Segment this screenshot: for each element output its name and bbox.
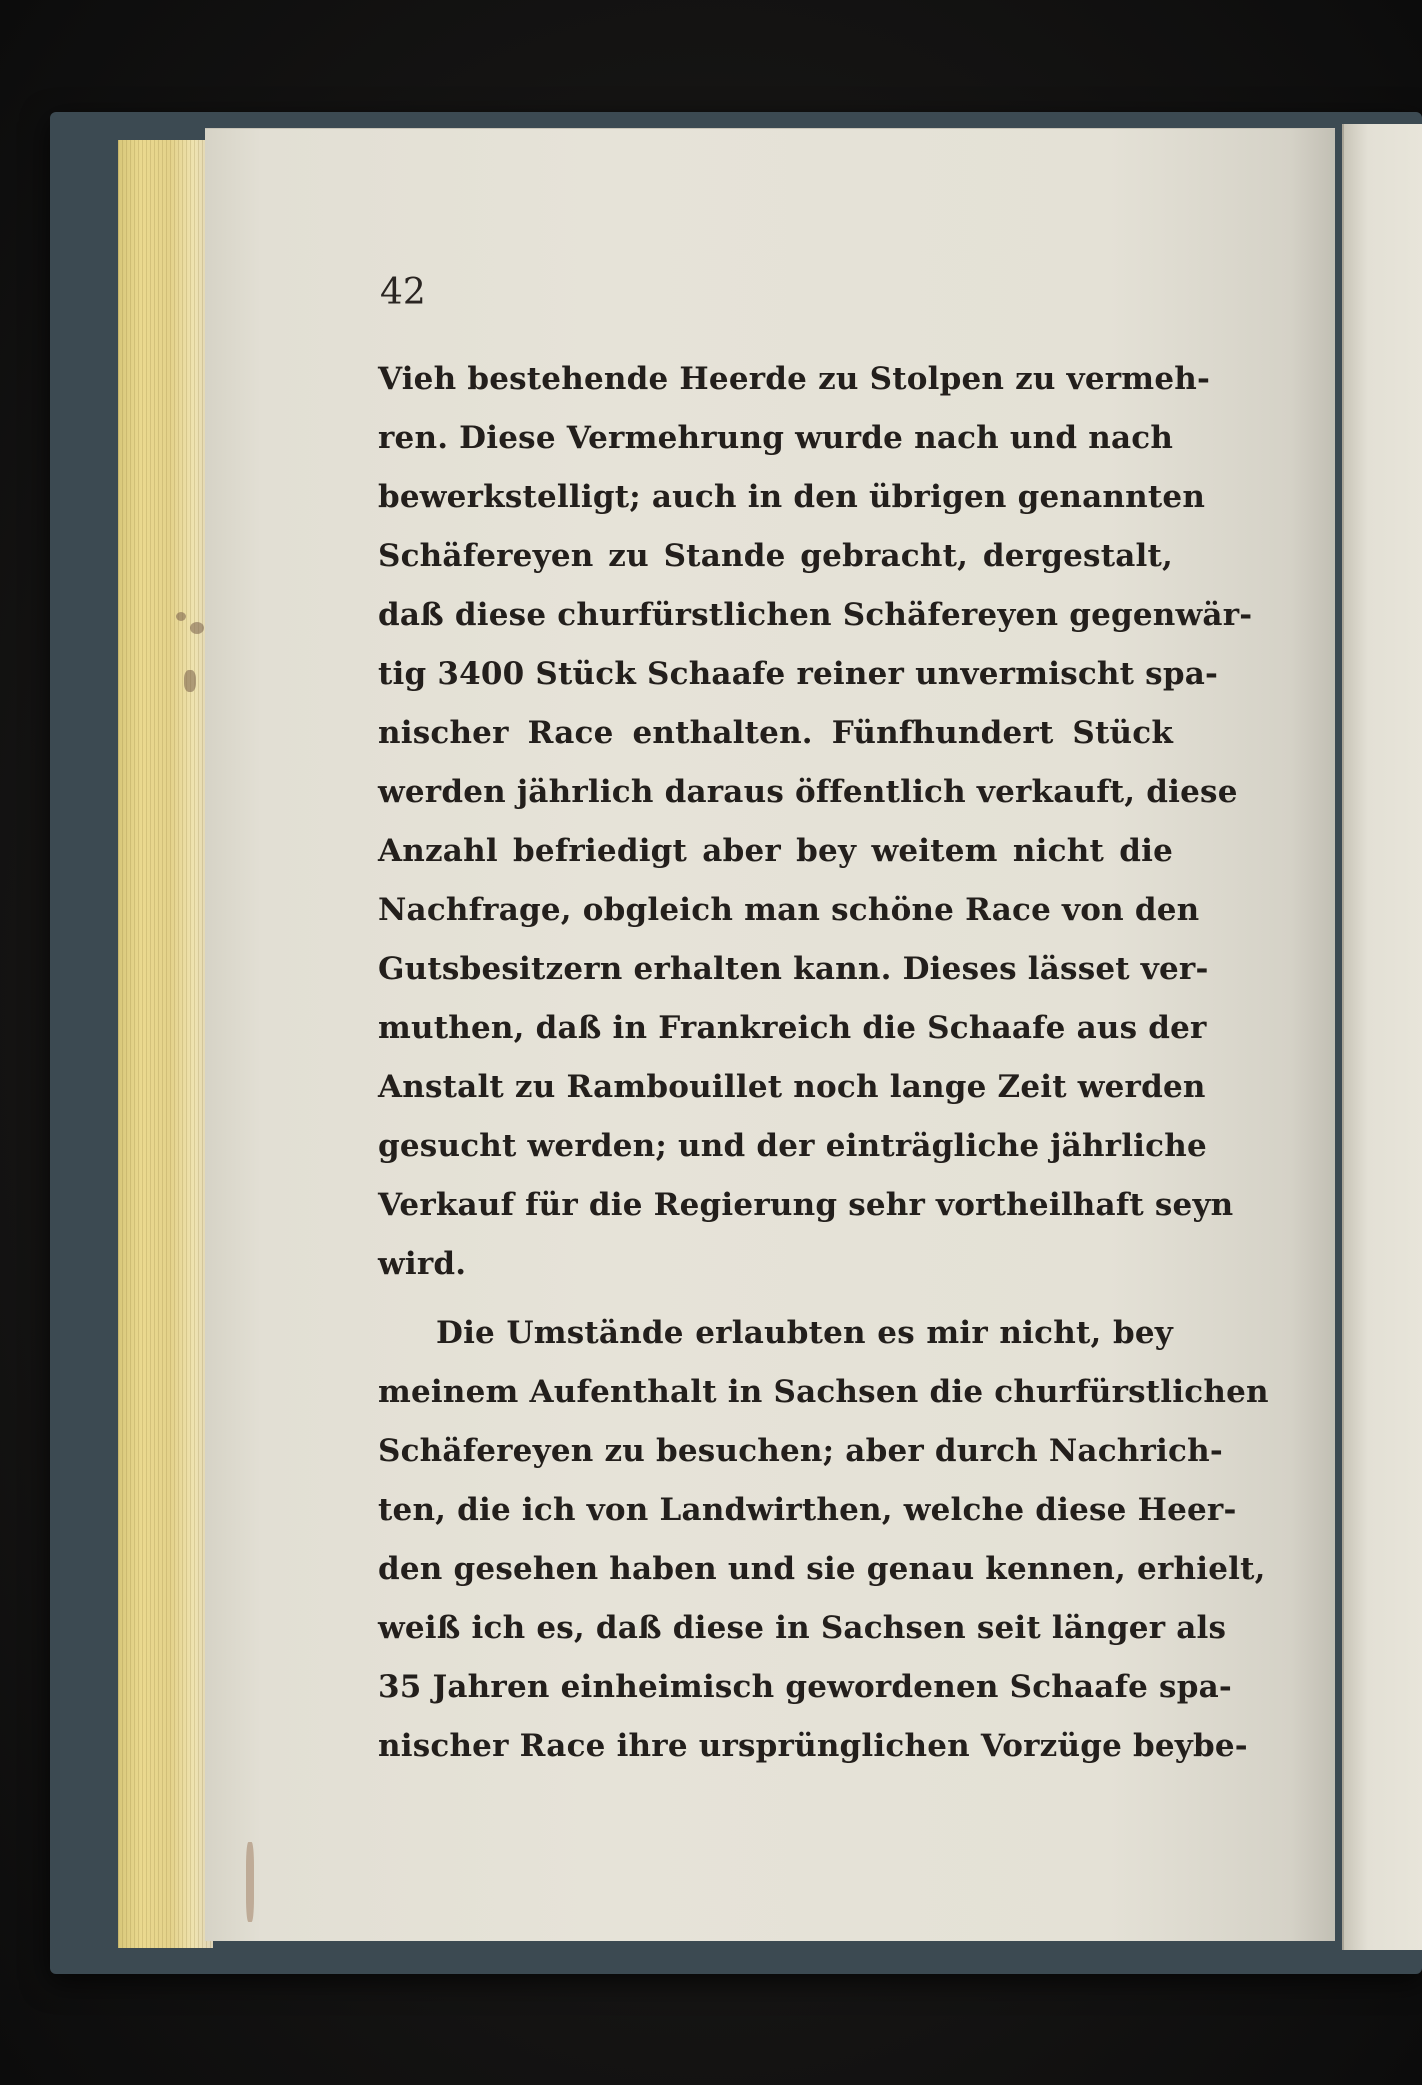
text-line: weiß ich es, daß diese in Sachsen seit länger als xyxy=(378,1610,1227,1646)
paragraph xyxy=(378,1304,1269,1776)
text-line: daß diese churfürstlichen Schäfereyen gegenwär- xyxy=(378,597,1253,633)
text-line: werden jährlich daraus öffentlich verkauft, diese xyxy=(378,774,1238,810)
text-line: nischer Race ihre ursprünglichen Vorzüge beybe- xyxy=(378,1728,1248,1764)
body-text xyxy=(378,350,1269,1776)
text-line: meinem Aufenthalt in Sachsen die churfürstlichen xyxy=(378,1374,1269,1410)
text-line: Schäfereyen zu Stande gebracht, dergestalt, xyxy=(378,538,1173,574)
text-line: muthen, daß in Frankreich die Schaafe aus der xyxy=(378,1010,1207,1046)
page-number: 42 xyxy=(380,272,426,313)
text-line: Die Umstände erlaubten es mir nicht, bey xyxy=(436,1315,1173,1351)
text-line: Anstalt zu Rambouillet noch lange Zeit werden xyxy=(378,1069,1206,1105)
foxing-stain xyxy=(184,670,196,692)
text-line: Anzahl befriedigt aber bey weitem nicht die xyxy=(378,833,1173,869)
text-line: Gutsbesitzern erhalten kann. Dieses lässet ver- xyxy=(378,951,1209,987)
paragraph xyxy=(378,350,1253,1294)
text-line: nischer Race enthalten. Fünfhundert Stück xyxy=(378,715,1173,751)
foxing-stain xyxy=(246,1842,254,1922)
text-line: Nachfrage, obgleich man schöne Race von den xyxy=(378,892,1200,928)
text-line: ren. Diese Vermehrung wurde nach und nach xyxy=(378,420,1174,456)
text-line: Schäfereyen zu besuchen; aber durch Nachrich- xyxy=(378,1433,1223,1469)
text-line: 35 Jahren einheimisch gewordenen Schaafe spa- xyxy=(378,1669,1232,1705)
text-line: den gesehen haben und sie genau kennen, erhielt, xyxy=(378,1551,1266,1587)
text-line: bewerkstelligt; auch in den übrigen genannten xyxy=(378,479,1206,515)
foxing-stain xyxy=(176,612,186,621)
foxing-stain xyxy=(190,622,204,634)
text-line: Verkauf für die Regierung sehr vortheilhaft seyn xyxy=(378,1187,1234,1223)
text-line: tig 3400 Stück Schaafe reiner unvermischt spa- xyxy=(378,656,1219,692)
page-edges-texture xyxy=(118,140,213,1948)
text-line: gesucht werden; und der einträgliche jährliche xyxy=(378,1128,1207,1164)
text-line: ten, die ich von Landwirthen, welche diese Heer- xyxy=(378,1492,1237,1528)
text-line: wird. xyxy=(378,1246,467,1282)
facing-page-edge xyxy=(1342,124,1422,1950)
paragraph-gap xyxy=(378,1294,1173,1304)
text-line: Vieh bestehende Heerde zu Stolpen zu vermeh- xyxy=(378,361,1211,397)
